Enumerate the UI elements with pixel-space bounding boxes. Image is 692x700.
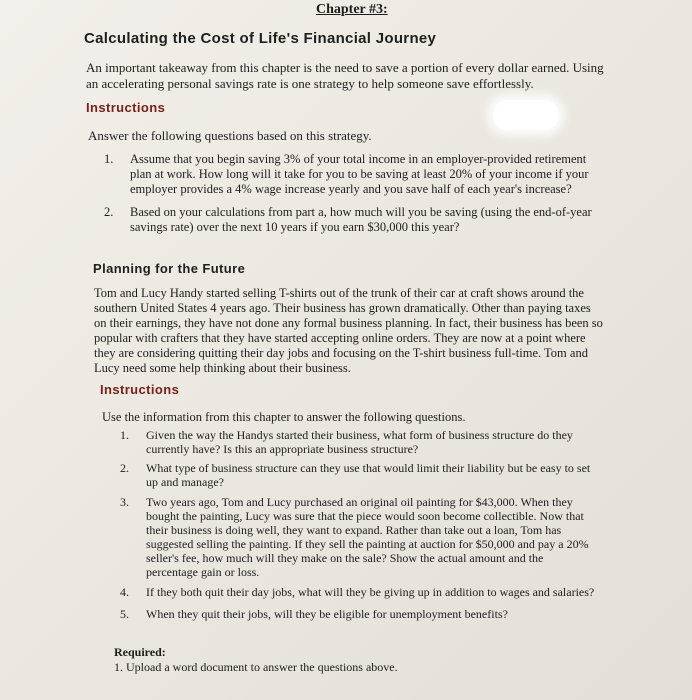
instructions-lead-1: Answer the following questions based on this strategy.	[88, 128, 372, 143]
required-block	[114, 645, 398, 675]
required-item: 1. Upload a word document to answer the questions above.	[114, 660, 398, 674]
question-number: 3.	[120, 495, 129, 509]
intro-paragraph: An important takeaway from this chapter is the need to save a portion of every dollar earned. Using an accelerating personal savings rate is one strategy to help someone save effortlessly.	[86, 60, 604, 91]
question-text: What type of business structure can they use that would limit their liability but be easy to set up and manage?	[146, 461, 591, 489]
chapter-heading: Chapter #3:	[316, 2, 388, 17]
list-item	[104, 152, 604, 197]
question-text: Based on your calculations from part a, how much will you be saving (using the end-of-year savings rate) over the next 10 years if you earn $30,000 this year?	[130, 205, 592, 234]
list-item	[120, 607, 596, 621]
list-item	[120, 495, 596, 579]
question-text: If they both quit their day jobs, what will they be giving up in addition to wages and salaries?	[146, 585, 595, 599]
list-item	[104, 205, 604, 235]
question-number: 2.	[120, 461, 129, 475]
question-text: Assume that you begin saving 3% of your total income in an employer-provided retirement plan at work. How long will it take for you to be saving at least 20% of your income if your employer provides a 4% wage increase yearly and you save half of each year's increase?	[130, 152, 589, 196]
question-text: Given the way the Handys started their business, what form of business structure do they currently have? Is this an appropriate business structure?	[146, 428, 573, 456]
question-list-2	[120, 428, 596, 625]
question-number: 4.	[120, 585, 129, 599]
page-title: Calculating the Cost of Life's Financial Journey	[84, 30, 437, 47]
list-item	[120, 461, 596, 489]
question-number: 2.	[104, 205, 114, 219]
instructions-heading-1: Instructions	[86, 100, 166, 115]
question-text: When they quit their jobs, will they be eligible for unemployment benefits?	[146, 607, 508, 621]
question-number: 1.	[120, 428, 129, 442]
photo-glare	[493, 100, 559, 130]
required-heading: Required:	[114, 645, 166, 659]
planning-paragraph: Tom and Lucy Handy started selling T-shirts out of the trunk of their car at craft shows around the southern United States 4 years ago. Their business has grown dramatically. Other than paying taxes on their earnings, they have not done any formal business planning. In fact, their business has been so popular with crafters that they have started accepting online orders. They are now at a point where they are considering quitting their day jobs and focusing on the T-shirt business full-time. Tom and Lucy need some help thinking about their business.	[94, 286, 603, 375]
question-number: 5.	[120, 607, 129, 621]
question-text: Two years ago, Tom and Lucy purchased an original oil painting for $43,000. When they bought the painting, Lucy was sure that the piece would soon become collectible. Now that their business is doing well, they want to expand. Rather than take out a loan, Tom has suggested selling the painting. If they sell the painting at auction for $50,000 and pay a 20% seller's fee, how much will they make on the sale? Show the actual amount and the percentage gain or loss.	[146, 495, 589, 579]
list-item	[120, 585, 596, 599]
list-item	[120, 428, 596, 456]
question-number: 1.	[104, 152, 114, 166]
instructions-lead-2: Use the information from this chapter to answer the following questions.	[102, 410, 466, 424]
planning-heading: Planning for the Future	[93, 261, 246, 276]
question-list-1	[104, 152, 604, 239]
instructions-heading-2: Instructions	[100, 382, 180, 397]
